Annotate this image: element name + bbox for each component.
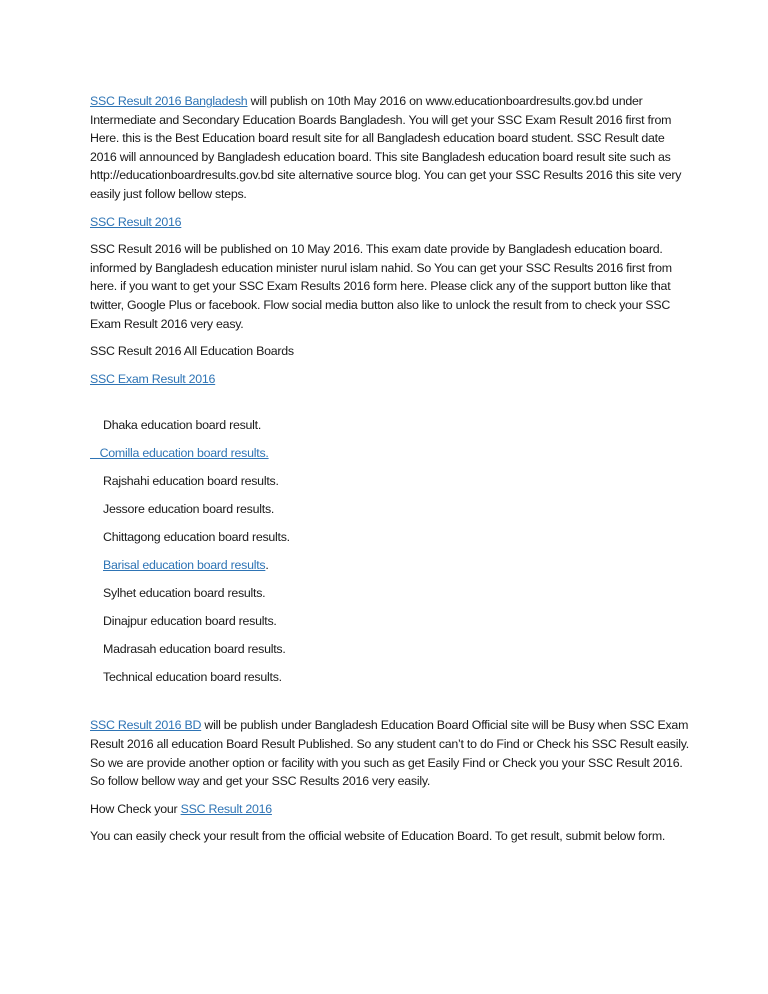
ssc-result-2016-bangladesh-link[interactable]: SSC Result 2016 Bangladesh bbox=[90, 94, 248, 108]
document-page bbox=[90, 92, 690, 855]
intro-paragraph bbox=[90, 92, 690, 204]
bd-text: will be publish under Bangladesh Education Board Official site will be Busy when SSC Exam Result 2016 all education Board Result Published. So any student can’t to do Find or Check his SSC Result easily. So we are provide another option or facility with you such as get Easily Find or Check you your SSC Result 2016. So follow bellow way and get your SSC Results 2016 very easily. bbox=[90, 718, 689, 789]
ssc-result-2016-bd-link[interactable]: SSC Result 2016 BD bbox=[90, 718, 202, 733]
how-check-prefix: How Check your bbox=[90, 801, 181, 816]
final-paragraph: You can easily check your result from the official website of Education Board. To get result, submit below form. bbox=[90, 829, 666, 844]
barisal-board-link[interactable]: Barisal education board results bbox=[103, 558, 266, 573]
link3-paragraph bbox=[90, 370, 690, 389]
link2-paragraph bbox=[90, 213, 690, 232]
list-item-dinajpur: Dinajpur education board results. bbox=[103, 614, 277, 629]
list-item-technical: Technical education board results. bbox=[103, 670, 282, 685]
intro-text: will publish on 10th May 2016 on www.educationboardresults.gov.bd under Intermediate and Secondary Education Boards Bangladesh. You will get your SSC Exam Result 2016 first from Here. this is the Best Education board result site for all Bangladesh education board student. SSC Result date 2016 will announced by Bangladesh education board. This site Bangladesh education board result site such as http://educationboardresults.gov.bd site alternative source blog. You can get your SSC Results 2016 this site very easily just follow bellow steps. bbox=[90, 94, 682, 201]
list-item-madrasah: Madrasah education board results. bbox=[103, 642, 286, 657]
publish-paragraph: SSC Result 2016 will be published on 10 May 2016. This exam date provide by Bangladesh education board. informed by Bangladesh education minister nurul islam nahid. So You can get your SSC Results 2016 first from here. if you want to get your SSC Exam Results 2016 form here. Please click any of the support button like that twitter, Google Plus or facebook. Flow social media button also like to unlock the result from to check your SSC Exam Result 2016 very easy. bbox=[90, 242, 672, 331]
list-item-barisal bbox=[103, 556, 690, 584]
how-check-ssc-result-link[interactable]: SSC Result 2016 bbox=[180, 801, 272, 816]
list-item-sylhet: Sylhet education board results. bbox=[103, 586, 266, 601]
list-item-comilla bbox=[90, 444, 690, 472]
comilla-board-link[interactable]: Comilla education board results. bbox=[90, 446, 269, 461]
ssc-exam-result-2016-link[interactable]: SSC Exam Result 2016 bbox=[90, 371, 216, 386]
boards-list bbox=[90, 416, 690, 702]
list-item-jessore: Jessore education board results. bbox=[103, 502, 275, 517]
bd-paragraph bbox=[90, 716, 690, 790]
ssc-result-2016-link[interactable]: SSC Result 2016 bbox=[90, 214, 182, 229]
barisal-tail: . bbox=[265, 558, 269, 573]
list-item-chittagong: Chittagong education board results. bbox=[103, 530, 290, 545]
spacer bbox=[90, 702, 690, 716]
how-check-paragraph bbox=[90, 800, 690, 819]
list-item-rajshahi: Rajshahi education board results. bbox=[103, 474, 279, 489]
all-boards-heading: SSC Result 2016 All Education Boards bbox=[90, 344, 294, 359]
list-item-dhaka: Dhaka education board result. bbox=[103, 418, 262, 433]
